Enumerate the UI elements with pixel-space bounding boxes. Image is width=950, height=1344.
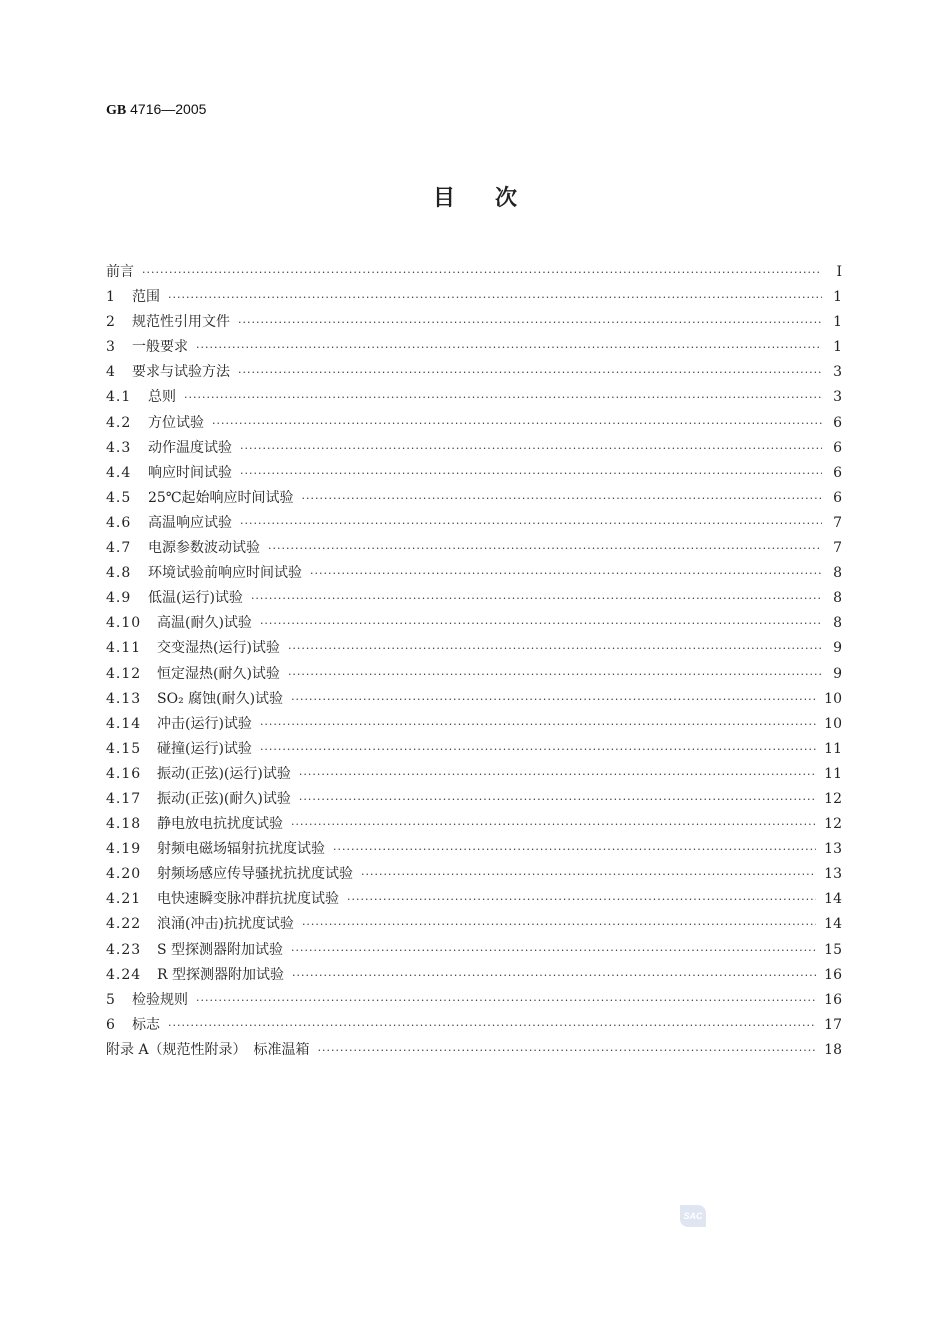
dot-leader <box>260 617 822 630</box>
toc-entry-title: 交变湿热(运行)试验 <box>157 640 280 657</box>
toc-entry-title: 范围 <box>132 289 160 306</box>
toc-entry[interactable] <box>106 562 842 587</box>
toc-entry-page: 7 <box>833 514 842 531</box>
toc-entry[interactable] <box>106 964 842 989</box>
dot-leader <box>291 818 816 831</box>
toc-entry-number: 1 <box>106 289 116 306</box>
toc-entry-number: 4.19 <box>106 841 142 858</box>
dot-leader <box>238 316 822 329</box>
toc-entry-page: 8 <box>833 590 842 607</box>
dot-leader <box>184 391 822 404</box>
standard-code: 4716—2005 <box>130 101 207 117</box>
toc-entry-title: 要求与试验方法 <box>132 364 230 381</box>
toc-entry-page: 10 <box>824 715 842 732</box>
standard-number <box>106 101 206 119</box>
dot-leader <box>196 341 822 354</box>
toc-entry[interactable] <box>106 412 842 437</box>
toc-entry[interactable] <box>106 838 842 863</box>
toc-entry[interactable] <box>106 1039 842 1064</box>
toc-entry-title: 浪涌(冲击)抗扰度试验 <box>157 916 294 933</box>
toc-entry-page: 7 <box>833 540 842 557</box>
toc-entry-title: 射频场感应传导骚扰抗扰度试验 <box>157 866 353 883</box>
toc-entry[interactable] <box>106 738 842 763</box>
toc-entry-title: 静电放电抗扰度试验 <box>157 816 283 833</box>
toc-entry[interactable] <box>106 939 842 964</box>
toc-entry[interactable] <box>106 386 842 411</box>
toc-entry[interactable] <box>106 336 842 361</box>
toc-entry-page: 12 <box>824 790 842 807</box>
dot-leader <box>292 969 816 982</box>
toc-entry-number: 4.4 <box>106 464 132 481</box>
dot-leader <box>310 567 822 580</box>
toc-entry-number: 4.10 <box>106 615 142 632</box>
toc-entry-page: 1 <box>833 289 842 306</box>
toc-entry-page: 6 <box>833 414 842 431</box>
toc-entry-page: 17 <box>824 1016 842 1033</box>
toc-entry-number: 4.2 <box>106 414 132 431</box>
dot-leader <box>260 743 816 756</box>
toc-entry-title: 碰撞(运行)试验 <box>157 740 252 757</box>
toc-entry[interactable] <box>106 512 842 537</box>
toc-entry-number: 4.22 <box>106 916 142 933</box>
dot-leader <box>251 592 822 605</box>
table-of-contents <box>106 261 842 1064</box>
toc-entry-number: 4.18 <box>106 816 142 833</box>
toc-entry-number: 5 <box>106 991 116 1008</box>
toc-entry-number: 4.3 <box>106 439 132 456</box>
toc-entry[interactable] <box>106 913 842 938</box>
dot-leader <box>238 366 822 379</box>
toc-entry[interactable] <box>106 587 842 612</box>
toc-entry-number: 4.6 <box>106 514 132 531</box>
dot-leader <box>291 693 816 706</box>
toc-entry-number: 4.14 <box>106 715 142 732</box>
toc-entry-page: 10 <box>824 690 842 707</box>
toc-entry-number: 4.16 <box>106 765 142 782</box>
toc-entry-title: 方位试验 <box>148 414 204 431</box>
toc-entry[interactable] <box>106 788 842 813</box>
toc-entry-title: SO₂ 腐蚀(耐久)试验 <box>157 690 284 707</box>
toc-entry[interactable] <box>106 361 842 386</box>
toc-entry-title: 环境试验前响应时间试验 <box>148 565 302 582</box>
toc-entry-title: 检验规则 <box>132 991 188 1008</box>
dot-leader <box>288 642 822 655</box>
toc-entry-number: 4.12 <box>106 665 142 682</box>
toc-entry-title: 附录 A（规范性附录） 标准温箱 <box>106 1041 310 1058</box>
toc-entry-title: 低温(运行)试验 <box>148 590 243 607</box>
dot-leader <box>361 868 816 881</box>
dot-leader <box>291 944 816 957</box>
toc-entry-page: 6 <box>833 489 842 506</box>
toc-entry-page: 16 <box>824 966 842 983</box>
toc-entry-page: 11 <box>824 765 842 782</box>
toc-entry-page: 6 <box>833 464 842 481</box>
toc-entry-number: 2 <box>106 314 116 331</box>
toc-entry-title: 总则 <box>148 389 176 406</box>
sac-logo: SAC <box>680 1205 706 1227</box>
toc-entry[interactable] <box>106 1014 842 1039</box>
dot-leader <box>268 542 822 555</box>
toc-entry[interactable] <box>106 261 842 286</box>
toc-entry[interactable] <box>106 863 842 888</box>
page-title: 目次 <box>432 186 557 211</box>
dot-leader <box>288 668 822 681</box>
toc-entry-page: 11 <box>824 740 842 757</box>
toc-entry-number: 4 <box>106 364 116 381</box>
dot-leader <box>168 291 822 304</box>
toc-entry-number: 4.20 <box>106 866 142 883</box>
toc-entry-number: 6 <box>106 1016 116 1033</box>
toc-entry-title: 电快速瞬变脉冲群抗扰度试验 <box>157 891 339 908</box>
toc-entry-title: 动作温度试验 <box>148 439 232 456</box>
dot-leader <box>240 442 822 455</box>
toc-entry-title: 冲击(运行)试验 <box>157 715 252 732</box>
toc-entry[interactable] <box>106 286 842 311</box>
toc-entry-page: 9 <box>833 665 842 682</box>
toc-entry-title: 恒定湿热(耐久)试验 <box>157 665 280 682</box>
toc-entry-page: 9 <box>833 640 842 657</box>
toc-entry[interactable] <box>106 888 842 913</box>
toc-entry-number: 4.1 <box>106 389 132 406</box>
toc-entry-page: 8 <box>833 615 842 632</box>
toc-entry-title: 振动(正弦)(运行)试验 <box>157 765 291 782</box>
toc-entry[interactable] <box>106 688 842 713</box>
toc-entry-page: 13 <box>824 866 842 883</box>
toc-entry-page: I <box>836 264 842 280</box>
toc-entry-title: 高温(耐久)试验 <box>157 615 252 632</box>
toc-entry-title: 25℃起始响应时间试验 <box>148 489 294 506</box>
toc-entry[interactable] <box>106 637 842 662</box>
dot-leader <box>212 417 822 430</box>
toc-entry-title: 振动(正弦)(耐久)试验 <box>157 790 291 807</box>
toc-entry-page: 3 <box>833 389 842 406</box>
toc-entry-number: 4.7 <box>106 540 132 557</box>
dot-leader <box>240 467 822 480</box>
toc-entry-number: 3 <box>106 339 116 356</box>
toc-entry[interactable] <box>106 487 842 512</box>
dot-leader <box>168 1019 816 1032</box>
toc-entry-title: S 型探测器附加试验 <box>157 941 284 958</box>
dot-leader <box>301 492 822 505</box>
toc-entry-page: 13 <box>824 841 842 858</box>
toc-entry-number: 4.17 <box>106 790 142 807</box>
toc-entry[interactable] <box>106 989 842 1014</box>
toc-entry[interactable] <box>106 462 842 487</box>
toc-entry[interactable] <box>106 713 842 738</box>
toc-entry[interactable] <box>106 437 842 462</box>
toc-entry-title: 电源参数波动试验 <box>148 540 260 557</box>
toc-entry-title: 标志 <box>132 1016 160 1033</box>
toc-entry-title: 射频电磁场辐射抗扰度试验 <box>157 841 325 858</box>
toc-entry-page: 1 <box>833 339 842 356</box>
toc-entry-title: 高温响应试验 <box>148 514 232 531</box>
toc-entry-page: 18 <box>824 1041 842 1058</box>
dot-leader <box>299 768 816 781</box>
toc-entry[interactable] <box>106 612 842 637</box>
toc-entry-page: 3 <box>833 364 842 381</box>
toc-entry-number: 4.23 <box>106 941 142 958</box>
toc-entry-page: 12 <box>824 816 842 833</box>
dot-leader <box>333 843 816 856</box>
toc-entry-title: 规范性引用文件 <box>132 314 230 331</box>
toc-entry-number: 4.13 <box>106 690 142 707</box>
toc-entry-title: 前言 <box>106 264 134 280</box>
toc-entry-page: 14 <box>824 891 842 908</box>
toc-entry-title: 响应时间试验 <box>148 464 232 481</box>
toc-entry-number: 4.9 <box>106 590 132 607</box>
toc-entry-page: 16 <box>824 991 842 1008</box>
toc-entry-page: 1 <box>833 314 842 331</box>
toc-entry-number: 4.11 <box>106 640 142 657</box>
toc-entry[interactable] <box>106 311 842 336</box>
dot-leader <box>240 517 822 530</box>
dot-leader <box>299 793 816 806</box>
dot-leader <box>302 918 816 931</box>
toc-entry-title: 一般要求 <box>132 339 188 356</box>
toc-entry-number: 4.21 <box>106 891 142 908</box>
standard-prefix: GB <box>106 103 127 118</box>
toc-entry[interactable] <box>106 763 842 788</box>
dot-leader <box>260 718 816 731</box>
toc-entry-number: 4.8 <box>106 565 132 582</box>
toc-entry[interactable] <box>106 663 842 688</box>
toc-entry-number: 4.5 <box>106 489 132 506</box>
toc-entry-page: 8 <box>833 565 842 582</box>
toc-entry-number: 4.24 <box>106 966 142 983</box>
toc-entry[interactable] <box>106 813 842 838</box>
dot-leader <box>196 994 816 1007</box>
toc-entry-page: 14 <box>824 916 842 933</box>
toc-entry[interactable] <box>106 537 842 562</box>
toc-entry-page: 15 <box>824 941 842 958</box>
dot-leader <box>318 1044 817 1057</box>
toc-entry-page: 6 <box>833 439 842 456</box>
dot-leader <box>142 266 822 279</box>
toc-entry-number: 4.15 <box>106 740 142 757</box>
toc-entry-title: R 型探测器附加试验 <box>157 966 284 983</box>
dot-leader <box>347 893 816 906</box>
